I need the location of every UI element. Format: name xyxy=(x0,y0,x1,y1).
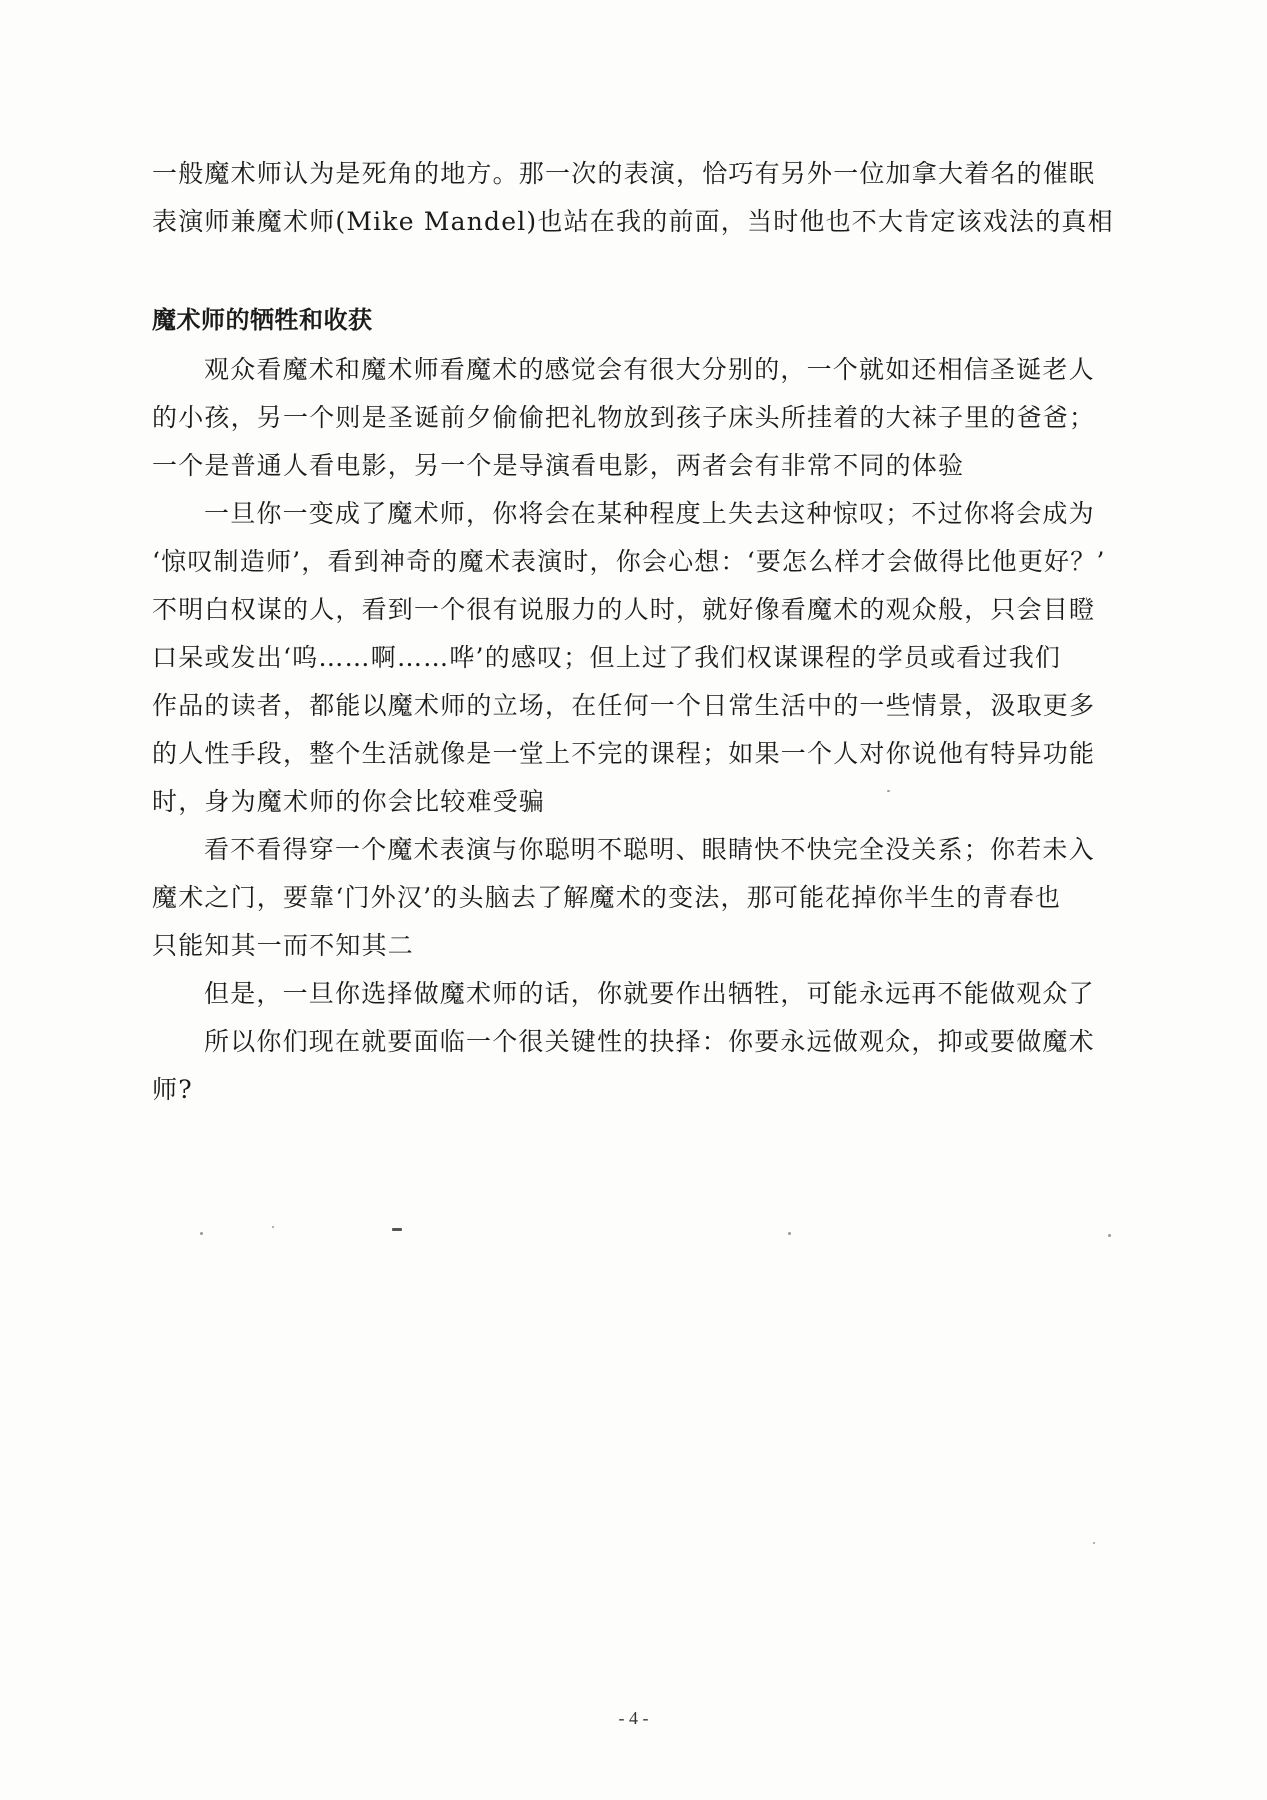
section-heading: 魔术师的牺牲和收获 xyxy=(152,306,373,334)
body-line: ‘惊叹制造师’，看到神奇的魔术表演时，你会心想：‘要怎么样才会做得比他更好？’ xyxy=(152,547,1106,576)
page-body xyxy=(152,150,1122,1114)
paragraph xyxy=(152,346,1122,490)
body-line: 一旦你一变成了魔术师，你将会在某种程度上失去这种惊叹；不过你将会成为 xyxy=(204,499,1095,528)
body-line: 魔术之门，要靠‘门外汉’的头脑去了解魔术的变法，那可能花掉你半生的青春也 xyxy=(152,883,1062,912)
scan-speck xyxy=(200,1232,203,1235)
paragraph xyxy=(152,1018,1122,1114)
scan-speck xyxy=(1093,1542,1095,1544)
scan-speck xyxy=(392,1228,402,1231)
body-line: 只能知其一而不知其二 xyxy=(152,931,415,960)
body-line: 时，身为魔术师的你会比较难受骗 xyxy=(152,787,546,816)
scan-speck xyxy=(1108,1234,1111,1237)
paragraph xyxy=(152,826,1122,970)
body-line: 的小孩，另一个则是圣诞前夕偷偷把礼物放到孩子床头所挂着的大袜子里的爸爸； xyxy=(152,403,1096,432)
body-line: 看不看得穿一个魔术表演与你聪明不聪明、眼睛快不快完全没关系；你若未入 xyxy=(204,835,1095,864)
page-number: - 4 - xyxy=(618,1708,649,1728)
paragraph xyxy=(152,490,1122,826)
body-line: 的人性手段，整个生活就像是一堂上不完的课程；如果一个人对你说他有特异功能 xyxy=(152,739,1096,768)
body-line: 一般魔术师认为是死角的地方。那一次的表演，恰巧有另外一位加拿大着名的催眠 xyxy=(152,159,1096,188)
paragraph xyxy=(152,970,1122,1018)
body-line: 师? xyxy=(152,1075,193,1104)
section-spacer xyxy=(152,246,1122,296)
scan-speck xyxy=(887,790,890,792)
body-line: 表演师兼魔术师(Mike Mandel)也站在我的前面，当时他也不大肯定该戏法的真相 xyxy=(152,207,1114,236)
body-line: 口呆或发出‘呜……啊……哗’的感叹；但上过了我们权谋课程的学员或看过我们 xyxy=(152,643,1062,672)
body-line: 不明白权谋的人，看到一个很有说服力的人时，就好像看魔术的观众般，只会目瞪 xyxy=(152,595,1096,624)
body-line: 所以你们现在就要面临一个很关键性的抉择：你要永远做观众，抑或要做魔术 xyxy=(204,1027,1095,1056)
body-line: 但是，一旦你选择做魔术师的话，你就要作出牺牲，可能永远再不能做观众了 xyxy=(204,979,1095,1008)
body-line: 一个是普通人看电影，另一个是导演看电影，两者会有非常不同的体验 xyxy=(152,451,965,480)
body-line: 观众看魔术和魔术师看魔术的感觉会有很大分别的，一个就如还相信圣诞老人 xyxy=(204,355,1095,384)
scan-speck xyxy=(272,1226,274,1228)
body-line: 作品的读者，都能以魔术师的立场，在任何一个日常生活中的一些情景，汲取更多 xyxy=(152,691,1096,720)
scan-speck xyxy=(788,1232,791,1235)
